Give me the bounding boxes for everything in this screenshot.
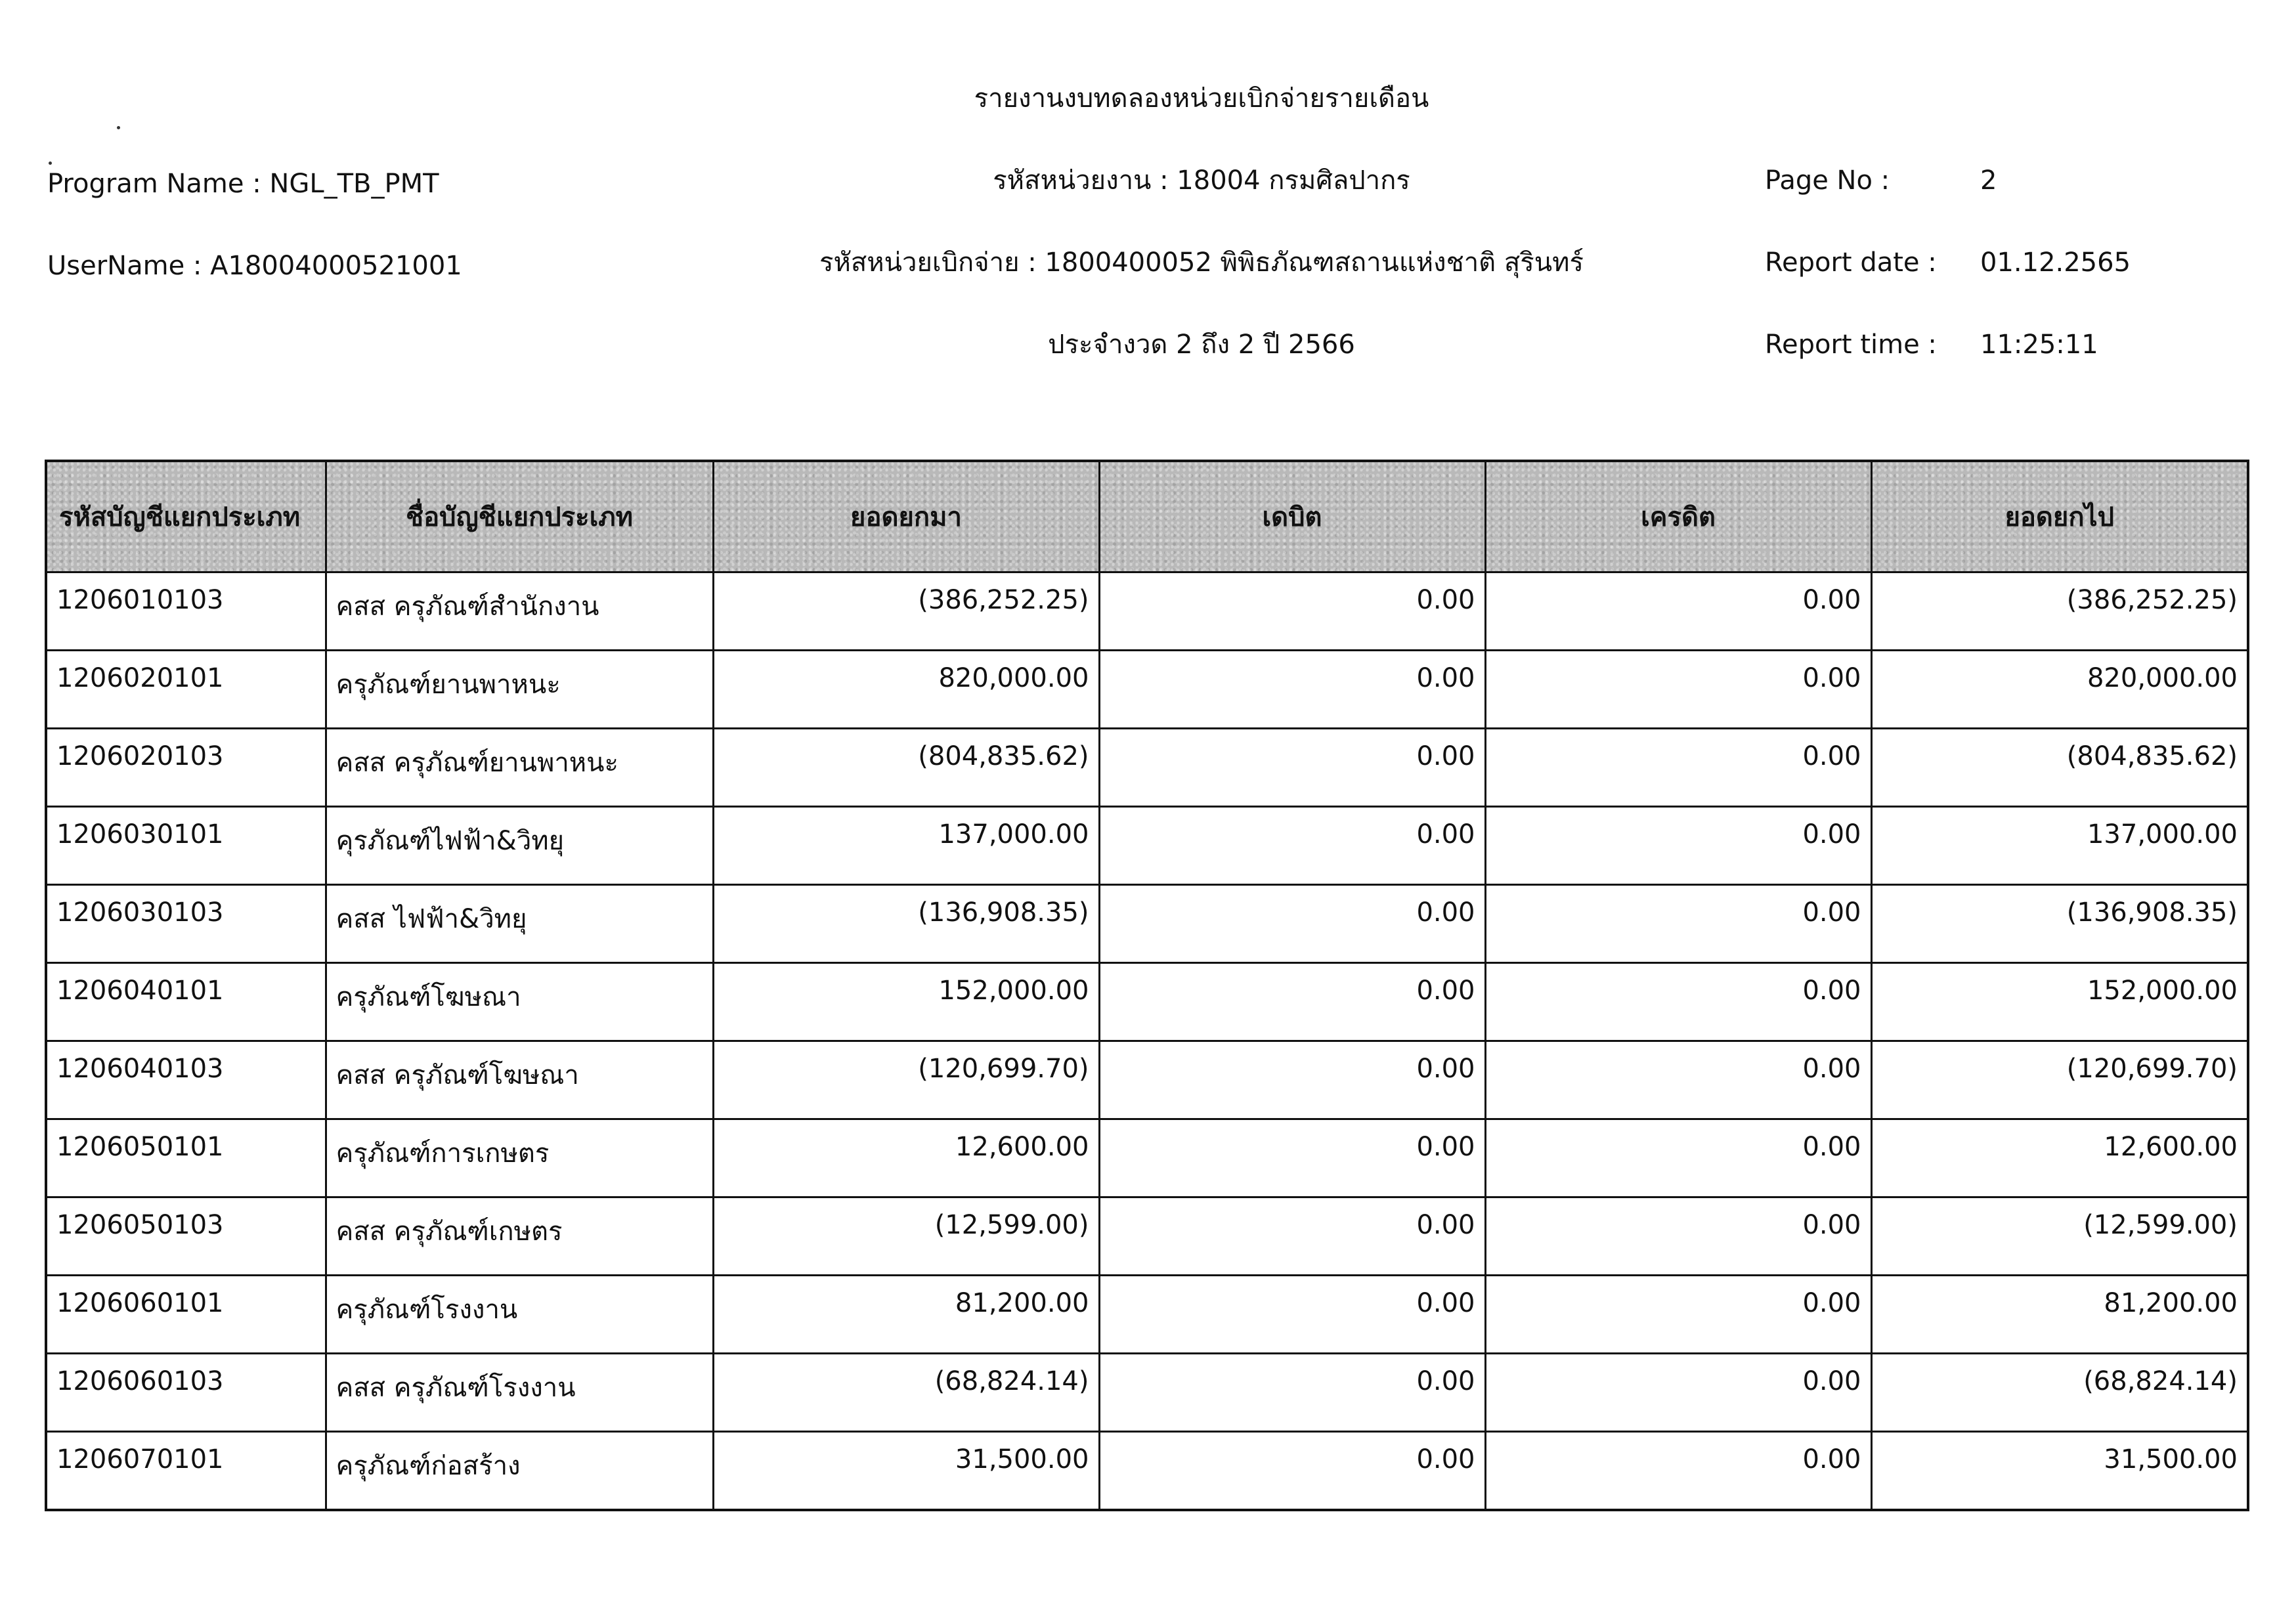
report-period-line: ประจำงวด 2 ถึง 2 ปี 2566: [1048, 330, 1355, 360]
report-title: รายงานงบทดลองหน่วยเบิกจ่ายรายเดือน: [974, 83, 1429, 114]
account-code-cell: 1206020103: [46, 729, 326, 807]
opening-balance-cell: (386,252.25): [713, 572, 1099, 651]
account-name-cell: คุรภัณฑ์ไฟฟ้า&วิทยุ: [326, 807, 713, 885]
report-date-value: 01.12.2565: [1980, 248, 2131, 278]
account-name-cell: ครุภัณฑ์ก่อสร้าง: [326, 1432, 713, 1510]
opening-balance-cell: 137,000.00: [713, 807, 1099, 885]
table-row: [46, 807, 2248, 885]
credit-cell: 0.00: [1485, 885, 1871, 963]
credit-cell: 0.00: [1485, 1276, 1871, 1354]
closing-balance-cell: 81,200.00: [1871, 1276, 2248, 1354]
trial-balance-table: [45, 460, 2249, 1511]
credit-cell: 0.00: [1485, 651, 1871, 729]
opening-balance-cell: (120,699.70): [713, 1041, 1099, 1119]
debit-cell: 0.00: [1099, 1041, 1485, 1119]
account-name-cell: คสส ครุภัณฑ์โรงงาน: [326, 1354, 713, 1432]
account-code-cell: 1206020101: [46, 651, 326, 729]
user-name: UserName : A18004000521001: [47, 251, 462, 281]
table-row: [46, 963, 2248, 1041]
account-code-cell: 1206050103: [46, 1197, 326, 1276]
closing-balance-cell: (804,835.62): [1871, 729, 2248, 807]
scan-speck: [117, 126, 120, 129]
account-code-cell: 1206060101: [46, 1276, 326, 1354]
table-row: [46, 1432, 2248, 1510]
debit-cell: 0.00: [1099, 1119, 1485, 1197]
closing-balance-cell: 137,000.00: [1871, 807, 2248, 885]
table-row: [46, 1354, 2248, 1432]
debit-cell: 0.00: [1099, 1354, 1485, 1432]
debit-cell: 0.00: [1099, 1197, 1485, 1276]
closing-balance-cell: (136,908.35): [1871, 885, 2248, 963]
column-header-opening-balance: ยอดยกมา: [713, 461, 1099, 572]
opening-balance-cell: 152,000.00: [713, 963, 1099, 1041]
account-code-cell: 1206060103: [46, 1354, 326, 1432]
report-time-label: Report time :: [1765, 330, 1937, 360]
table-row: [46, 651, 2248, 729]
account-code-cell: 1206030101: [46, 807, 326, 885]
agency-code-line: รหัสหน่วยงาน : 18004 กรมศิลปากร: [993, 165, 1410, 196]
account-name-cell: คสส ไฟฟ้า&วิทยุ: [326, 885, 713, 963]
account-name-cell: คสส ครุภัณฑ์ยานพาหนะ: [326, 729, 713, 807]
account-code-cell: 1206040101: [46, 963, 326, 1041]
opening-balance-cell: (804,835.62): [713, 729, 1099, 807]
account-name-cell: ครุภัณฑ์โรงงาน: [326, 1276, 713, 1354]
debit-cell: 0.00: [1099, 963, 1485, 1041]
program-name: Program Name : NGL_TB_PMT: [47, 169, 439, 199]
opening-balance-cell: 81,200.00: [713, 1276, 1099, 1354]
debit-cell: 0.00: [1099, 1432, 1485, 1510]
debit-cell: 0.00: [1099, 885, 1485, 963]
table-row: [46, 729, 2248, 807]
debit-cell: 0.00: [1099, 572, 1485, 651]
table-row: [46, 1119, 2248, 1197]
closing-balance-cell: 12,600.00: [1871, 1119, 2248, 1197]
account-code-cell: 1206070101: [46, 1432, 326, 1510]
closing-balance-cell: (386,252.25): [1871, 572, 2248, 651]
account-name-cell: ครุภัณฑ์ยานพาหนะ: [326, 651, 713, 729]
credit-cell: 0.00: [1485, 1197, 1871, 1276]
credit-cell: 0.00: [1485, 729, 1871, 807]
table-header-row: [46, 461, 2248, 572]
scan-speck: [49, 162, 52, 165]
account-name-cell: คสส ครุภัณฑ์โฆษณา: [326, 1041, 713, 1119]
account-name-cell: ครุภัณฑ์โฆษณา: [326, 963, 713, 1041]
account-code-cell: 1206010103: [46, 572, 326, 651]
table-row: [46, 1276, 2248, 1354]
account-code-cell: 1206040103: [46, 1041, 326, 1119]
table-row: [46, 885, 2248, 963]
account-name-cell: คสส ครุภัณฑ์เกษตร: [326, 1197, 713, 1276]
column-header-credit: เครดิต: [1485, 461, 1871, 572]
credit-cell: 0.00: [1485, 1041, 1871, 1119]
account-code-cell: 1206030103: [46, 885, 326, 963]
credit-cell: 0.00: [1485, 1119, 1871, 1197]
table-row: [46, 1197, 2248, 1276]
opening-balance-cell: 820,000.00: [713, 651, 1099, 729]
debit-cell: 0.00: [1099, 651, 1485, 729]
debit-cell: 0.00: [1099, 729, 1485, 807]
column-header-account-name: ชื่อบัญชีแยกประเภท: [326, 461, 713, 572]
account-code-cell: 1206050101: [46, 1119, 326, 1197]
table-row: [46, 572, 2248, 651]
credit-cell: 0.00: [1485, 807, 1871, 885]
credit-cell: 0.00: [1485, 1432, 1871, 1510]
opening-balance-cell: 12,600.00: [713, 1119, 1099, 1197]
debit-cell: 0.00: [1099, 807, 1485, 885]
account-name-cell: ครุภัณฑ์การเกษตร: [326, 1119, 713, 1197]
closing-balance-cell: 820,000.00: [1871, 651, 2248, 729]
closing-balance-cell: 31,500.00: [1871, 1432, 2248, 1510]
column-header-debit: เดบิต: [1099, 461, 1485, 572]
column-header-account-code: รหัสบัญชีแยกประเภท: [46, 461, 326, 572]
report-time-value: 11:25:11: [1980, 330, 2098, 360]
disbursement-unit-line: รหัสหน่วยเบิกจ่าย : 1800400052 พิพิธภัณฑสถานแห่งชาติ สุรินทร์: [819, 248, 1584, 278]
closing-balance-cell: 152,000.00: [1871, 963, 2248, 1041]
column-header-closing-balance: ยอดยกไป: [1871, 461, 2248, 572]
credit-cell: 0.00: [1485, 572, 1871, 651]
page-no-value: 2: [1980, 165, 1997, 196]
debit-cell: 0.00: [1099, 1276, 1485, 1354]
opening-balance-cell: (12,599.00): [713, 1197, 1099, 1276]
table-row: [46, 1041, 2248, 1119]
closing-balance-cell: (12,599.00): [1871, 1197, 2248, 1276]
opening-balance-cell: 31,500.00: [713, 1432, 1099, 1510]
page-no-label: Page No :: [1765, 165, 1890, 196]
opening-balance-cell: (68,824.14): [713, 1354, 1099, 1432]
closing-balance-cell: (68,824.14): [1871, 1354, 2248, 1432]
opening-balance-cell: (136,908.35): [713, 885, 1099, 963]
account-name-cell: คสส ครุภัณฑ์สำนักงาน: [326, 572, 713, 651]
report-date-label: Report date :: [1765, 248, 1937, 278]
credit-cell: 0.00: [1485, 963, 1871, 1041]
closing-balance-cell: (120,699.70): [1871, 1041, 2248, 1119]
credit-cell: 0.00: [1485, 1354, 1871, 1432]
